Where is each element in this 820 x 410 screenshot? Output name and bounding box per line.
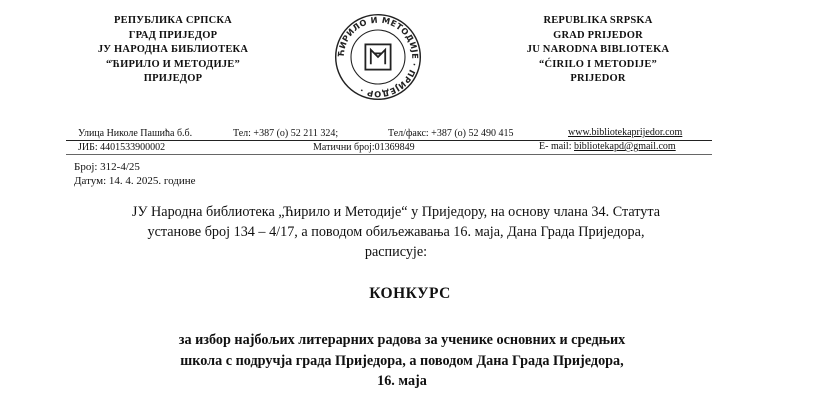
library-seal-icon xyxy=(333,12,423,102)
contact-email xyxy=(539,140,676,153)
document-title: КОНКУРС xyxy=(369,285,451,302)
header-left-line3: ЈУ НАРОДНА БИБЛИОТЕКА xyxy=(97,44,249,55)
intro-paragraph xyxy=(78,202,714,262)
subtitle-line3: 16. маја xyxy=(377,373,427,389)
contact-fax: Тел/факс: +387 (o) 52 490 415 xyxy=(388,128,514,139)
header-right-line2: GRAD PRIJEDOR xyxy=(553,29,643,41)
seal-ring-text: ЋИРИЛО И МЕТОДИЈЕ · ПРИЈЕДОР · xyxy=(335,14,421,100)
header-left xyxy=(58,14,288,87)
contact-phone: Тел: +387 (o) 52 211 324; xyxy=(233,128,339,139)
header-left-line5: ПРИЈЕДОР xyxy=(143,73,203,84)
intro-line1: ЈУ Народна библиотека „Ћирило и Методије“ у Приједору, на основу члана 34. Статута xyxy=(131,204,661,220)
header-left-line4: “ЋИРИЛО И МЕТОДИЈЕ” xyxy=(106,58,240,70)
subtitle-line1: за избор најбољих литерарних радова за ученике основних и средњих xyxy=(178,332,626,348)
header-right-line5: PRIJEDOR xyxy=(570,73,626,84)
contact-jib: ЈИБ: 4401533900002 xyxy=(78,142,166,153)
header-right-line4: “ĆIRILO I METODIJE” xyxy=(539,58,657,70)
intro-line3: расписује: xyxy=(364,244,428,260)
document-date: Датум: 14. 4. 2025. године xyxy=(74,175,196,187)
intro-line2: установе број 134 – 4/17, а поводом обиљежавања 16. маја, Дана Града Приједора, xyxy=(147,224,645,240)
header-left-line2: ГРАД ПРИЈЕДОР xyxy=(128,29,218,41)
document-number: Број: 312-4/25 xyxy=(74,161,140,173)
email-link[interactable]: bibliotekapd@gmail.com xyxy=(574,141,676,152)
header-right xyxy=(498,14,698,87)
contact-registry: Матични број:01369849 xyxy=(313,142,415,153)
contact-address: Улица Николе Пашића б.б. xyxy=(78,128,193,139)
email-label: E- mail: xyxy=(539,141,574,152)
header-left-line1: РЕПУБЛИКА СРПСКА xyxy=(114,15,232,26)
subtitle-line2: школа с подручја града Приједора, а поводом Дана Града Приједора, xyxy=(180,352,624,369)
website-link[interactable]: www.bibliotekaprijedor.com xyxy=(568,127,683,138)
contact-divider-bottom xyxy=(66,154,712,155)
document-subtitle xyxy=(92,330,712,392)
header-right-line3: JU NARODNA BIBLIOTEKA xyxy=(526,44,670,55)
seal-emblem xyxy=(365,44,390,69)
header-right-line1: REPUBLIKA SRPSKA xyxy=(543,15,653,26)
